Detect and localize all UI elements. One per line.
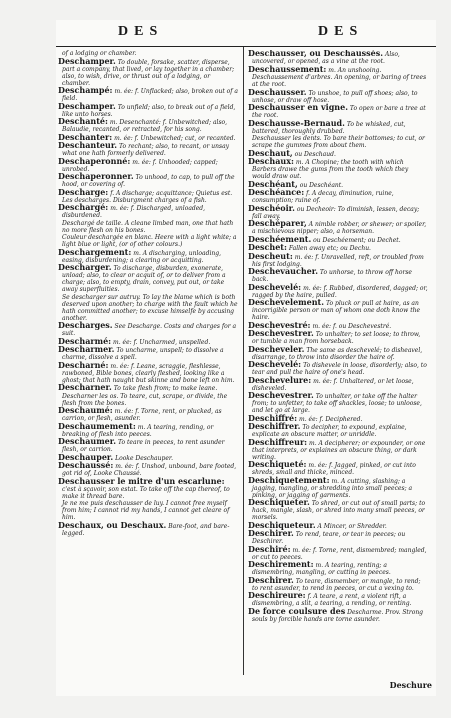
definition: Se descharger sur autruy. To lay the blame which is both deserved upon another; to charge with the fault which he hath committed another; to excuse himselfe by accusing another. bbox=[62, 293, 238, 322]
definition: m. ée: f. Leane, scraggie, fleshlesse, rawboned, Bible bones, clearly fleshed, looking like a ghost; that hath naught but skinne and bone left on him. bbox=[62, 362, 235, 384]
definition: ou Deschéement; ou Dechet. bbox=[313, 236, 401, 244]
headword: Descheut: bbox=[248, 250, 293, 261]
headword: Deschéant, bbox=[248, 178, 298, 189]
headword: Deschamper. bbox=[58, 55, 116, 66]
page-header bbox=[56, 20, 436, 46]
definition: ou Deschéant. bbox=[299, 181, 344, 189]
dictionary-entry bbox=[58, 220, 238, 234]
definition: To open or bare a tree at the root. bbox=[252, 105, 426, 119]
definition: Also, uncovered, or opened, as a vine at the root. bbox=[252, 51, 400, 65]
definition: To rechant; also, to recant, or unsay what one hath formerly delivered. bbox=[62, 143, 230, 157]
dictionary-entry bbox=[58, 500, 238, 521]
header-rule bbox=[56, 46, 436, 47]
headword: Deschet: bbox=[248, 242, 287, 252]
dictionary-entry bbox=[58, 294, 238, 322]
definition: m. A discharging, unloading, easing, disburdening; a clearing or acquitting. bbox=[62, 249, 221, 264]
dictionary-entry bbox=[248, 605, 428, 623]
definition: m. An unshooing. bbox=[328, 66, 382, 74]
headword: Deschéance: bbox=[248, 187, 305, 197]
headword: Deschiquetement: bbox=[248, 474, 330, 485]
dictionary-entry bbox=[58, 384, 238, 392]
headword: Deschaumé: bbox=[58, 405, 113, 415]
headword: Deschampé: bbox=[58, 85, 113, 95]
headword: Descharné: bbox=[58, 359, 109, 370]
definition: m. ée: f. Unshod, unbound, bare footed, got rid of, Looke Chaussé. bbox=[62, 463, 237, 477]
headword: Deschaumer. bbox=[58, 436, 117, 446]
headword: Deschaussement: bbox=[248, 63, 327, 74]
definition: To unhorse, to throw off horse back. bbox=[252, 269, 412, 283]
headword: Deschaperonné: bbox=[58, 155, 131, 166]
definition: To teare, dismember, or mangle, to rend; to rent asunder, to rend in peeces, or cut a vexing to. bbox=[252, 577, 421, 592]
headword: Deschamper. bbox=[58, 100, 116, 111]
definition: A Mincer, or Shredder. bbox=[317, 522, 387, 530]
headword: Deschausser en vigne. bbox=[248, 102, 348, 112]
headword: Deschirer. bbox=[248, 528, 294, 538]
definition: A nimble robber, or shewer; or spoiler, a mischievous nipper; also, a horseman. bbox=[252, 221, 427, 235]
definition: m. A tearing, renting; a dismembring, mangling, or cutting in peeces. bbox=[252, 562, 391, 576]
dictionary-entry bbox=[248, 158, 428, 180]
definition: To decipher, to expound, explaine, explicate an obscure matter, or unriddle. bbox=[252, 424, 407, 438]
dictionary-entry bbox=[248, 436, 428, 461]
definition: To take flesh from; to make leane. bbox=[113, 385, 218, 392]
headword: Deschevestrer. bbox=[248, 390, 314, 400]
column-divider bbox=[243, 47, 244, 675]
definition: m. ée: f. Deciphered. bbox=[299, 415, 363, 423]
headword: Deschirement: bbox=[248, 559, 314, 569]
definition: m. ée: f. Unflacked; also, broken out of a field. bbox=[62, 88, 238, 102]
headword: Deschaut, bbox=[248, 147, 293, 158]
definition: The same as deschevelé; to disheavel, disarrange, to throw into disorder the haire of. bbox=[252, 346, 423, 361]
definition: f. A teare, a rent, a violent rift, a dismembring, a slit, a tearing, a rending, or renting. bbox=[252, 593, 412, 607]
headword: Deschevelure: bbox=[248, 374, 312, 385]
dictionary-entry bbox=[248, 499, 428, 521]
definition: m. ée: f. Unhaltered, or let loose, disheveled. bbox=[252, 377, 414, 392]
dictionary-entry bbox=[248, 299, 428, 321]
definition: To pluck or pull at haire, as an incorrigible person or man of whom one doth know the haire. bbox=[252, 300, 421, 321]
right-column bbox=[248, 50, 428, 680]
definition: Descharner les os. To teare, cut, scrape, or divide, the flesh from the bones. bbox=[62, 392, 228, 407]
dictionary-page bbox=[56, 20, 436, 696]
definition: m. A cutting, slashing; a jagging, mangling, or shredding into small peeces; a pinking, or jagging of garments. bbox=[252, 477, 413, 499]
headword: Descharmé: bbox=[58, 335, 112, 346]
headword: Deschiffrer. bbox=[248, 421, 301, 431]
definition: To dishevele in loose, disorderly; also, to tear and pull the haire of one's head. bbox=[252, 362, 427, 376]
definition: f. A decay, diminution, ruine, consumption; ruine of. bbox=[252, 190, 394, 204]
definition: Deschaussement d'arbres. An opening, or baring of trees at the root. bbox=[252, 74, 427, 88]
definition: m. ée: f. Rubbed, disordered, dagged; or, ragged by the haire, pulled. bbox=[252, 284, 428, 299]
headword: Deschaumement: bbox=[58, 420, 136, 431]
headword: Descharmer. bbox=[58, 344, 115, 354]
headword: Deschiffré: bbox=[248, 412, 298, 423]
headword: Deschargement: bbox=[58, 246, 132, 257]
headword: Deschaux, ou Deschaux. bbox=[58, 519, 167, 530]
headword: Deschanter: bbox=[58, 131, 113, 142]
headword: Deschaperonner. bbox=[58, 171, 134, 181]
headword: Deschiqueter. bbox=[248, 497, 310, 507]
definition: m. ée: f. Unbewitched; cut, or recanted. bbox=[114, 134, 236, 142]
headword: Deschevestrer. bbox=[248, 328, 314, 338]
headword: Deschevelé: bbox=[248, 281, 302, 292]
headword: Descheveler. bbox=[248, 343, 305, 354]
definition: To unshoe, to pull off shoes; also, to unhose, or draw off hose. bbox=[252, 89, 418, 104]
headword: Deschiffreur: bbox=[248, 436, 308, 447]
catchword: Deschure bbox=[389, 680, 432, 690]
headword: Deschauper. bbox=[58, 451, 114, 462]
headword: Deschireure: bbox=[248, 590, 306, 600]
dictionary-entry bbox=[58, 359, 238, 384]
definition: m. ée: f. Unravelled, reft, or troubled from his first lodging. bbox=[252, 253, 424, 268]
headword: Deschéparer, bbox=[248, 218, 307, 228]
definition: of a lodging or chamber. bbox=[62, 50, 137, 57]
definition: Couleur deschargée en blanc. Heere with a light white; a light blue or light, (or of other colours.) bbox=[62, 234, 237, 248]
headword: Deschéement. bbox=[248, 233, 312, 244]
running-head-left: DES bbox=[118, 24, 164, 39]
definition: Descharme. Prov. Strong souls by forcible hands are torne asunder. bbox=[252, 608, 424, 623]
headword: Deschausser, ou Deschaussés. bbox=[248, 50, 384, 58]
headword: Deschiré: bbox=[248, 543, 291, 554]
headword: Descharge: bbox=[58, 186, 109, 197]
definition: To uncharme, unspell; to dissolve a charme, dissolve a spell. bbox=[62, 347, 224, 361]
headword: Descharner. bbox=[58, 382, 112, 392]
definition: ou Deschaud. bbox=[294, 150, 336, 158]
dictionary-entry bbox=[248, 63, 428, 74]
headword: Deschaussé: bbox=[58, 460, 114, 470]
definition: Fallen away etc; ou Dechu. bbox=[288, 245, 371, 252]
headword: Deschéoir. bbox=[248, 202, 295, 213]
headword: Deschanteur. bbox=[58, 140, 118, 150]
definition: Bare-foot, and bare-legged. bbox=[62, 522, 230, 537]
definition: To discharge, disburden, exonerate, unload; also, to clear or acquit of, or to deliver from a charge; also, to empty, drain, convey, put out, or take away superfluities. bbox=[62, 265, 226, 293]
definition: To be whisked, cut, battered, thoroughly drubbed. bbox=[252, 120, 406, 135]
running-head-right: DES bbox=[318, 24, 364, 39]
definition: m. A Chopine; the tooth with which Barbers drawe the gums from the tooth which they would draw out. bbox=[252, 159, 409, 180]
headword: Descharger. bbox=[58, 262, 112, 272]
definition: To double, forsake, scatter, disperse, part a company, that lived, or lay together in a chamber; also, to wish, drive, or thrust out of a lodging, or chamber. bbox=[62, 58, 235, 87]
headword: Deschaux: bbox=[248, 156, 294, 166]
definition: Deschargé de taille. A cleane limbed man, one that hath no more flesh on his bones. bbox=[62, 219, 234, 234]
definition: Deschausser les dents. To bare their bottomes; to cut, or scrape the gummes from about them. bbox=[252, 135, 425, 149]
definition: m. ée: f. Unhooded; capped; unrobed. bbox=[62, 158, 218, 173]
headword: Deschevelé: bbox=[248, 359, 302, 369]
definition: f. A discharge; acquittance; Quietus est. Les descharges. Disburgment charges of a fish. bbox=[62, 189, 233, 204]
dictionary-entry bbox=[248, 117, 428, 135]
headword: Deschausse-Bernaud. bbox=[248, 117, 345, 128]
definition: m. ée: f. Jagged, pinked, or cut into shreds, small and thicke, minced. bbox=[252, 462, 416, 476]
headword: Deschargé: bbox=[58, 202, 109, 212]
headword: Deschiqueté: bbox=[248, 459, 307, 469]
headword: Deschirer. bbox=[248, 574, 294, 585]
definition: ou Decheoir: To diminish, lessen, decay; fall away. bbox=[252, 205, 420, 220]
dictionary-entry bbox=[248, 474, 428, 499]
dictionary-entry bbox=[58, 519, 238, 537]
headword: Deschiqueteur. bbox=[248, 519, 316, 530]
definition: c'est à sçavoir, son estat. To take off the cap thereof, to make it thread bare. bbox=[62, 485, 230, 500]
headword: De force coulsure des bbox=[248, 605, 346, 616]
headword: Deschevaucher. bbox=[248, 266, 318, 276]
definition: m. A tearing, rending, or breaking of flesh into peeces. bbox=[62, 423, 214, 438]
dictionary-entry bbox=[58, 264, 238, 293]
definition: m. Desenchanté: f. Unbewitched; also, Balaudie, recanted, or retracted, for his song. bbox=[62, 119, 228, 133]
definition: To unhalter, or take off the halter from; to unfetter, to take off shackles, loose; to unloose, and let go at large. bbox=[252, 393, 422, 414]
definition: To rend, teare, or tear in peeces; ou Deschirer. bbox=[252, 531, 406, 545]
definition: To unhood, to cap, to pull off the hood, or covering of. bbox=[62, 174, 235, 188]
definition: m. ée: f. Torne, rent, dismembred; mangled, or cut to peeces. bbox=[252, 546, 427, 561]
definition: m. ée: f. Discharged, unloaded, disburdened. bbox=[62, 205, 206, 219]
headword: Descharges. bbox=[58, 320, 113, 330]
dictionary-entry bbox=[58, 55, 238, 87]
definition: Looke Deschauper. bbox=[115, 454, 174, 462]
dictionary-entry bbox=[248, 392, 428, 414]
headword: Deschausser. bbox=[248, 86, 307, 97]
definition: m. ée: f. Uncharmed, unspelled. bbox=[113, 338, 211, 346]
definition: See Descharge. Costs and charges for a suit. bbox=[62, 323, 237, 337]
definition: To unhalter; to set loose; to throw, or tumble a man from horseback. bbox=[252, 331, 421, 345]
dictionary-entry bbox=[58, 475, 238, 500]
headword: Deschevelement. bbox=[248, 297, 325, 307]
definition: m. ée: f. ou Deschevestré. bbox=[312, 322, 392, 330]
headword: Deschanté: bbox=[58, 116, 108, 126]
definition: To shred, or cut out of small parts; to hack, mangle, slash, or shred into many small peeces, or morsels. bbox=[252, 500, 426, 521]
definition: To teare in peeces, to rent asunder flesh, or carrion. bbox=[62, 439, 225, 453]
headword: Deschausser le mitre d'un escarlune: bbox=[58, 475, 225, 486]
definition: Je ne me puis deschausser de luy. I cannot free myself from him; I cannot rid my hands, I cannot get cleare of him. bbox=[62, 500, 230, 521]
definition: m. A decipherer; or expounder, or one that interprets, or explaines an obscure thing, or dark writing. bbox=[252, 439, 426, 461]
left-column bbox=[58, 50, 238, 680]
definition: m. ée: f. Torne, rent, or plucked, as carrion, or flesh, asunder. bbox=[62, 408, 222, 422]
dictionary-entry bbox=[58, 204, 238, 219]
definition: To unfield; also, to break out of a field, like unto horses. bbox=[62, 103, 236, 118]
headword: Deschevestré: bbox=[248, 319, 311, 330]
